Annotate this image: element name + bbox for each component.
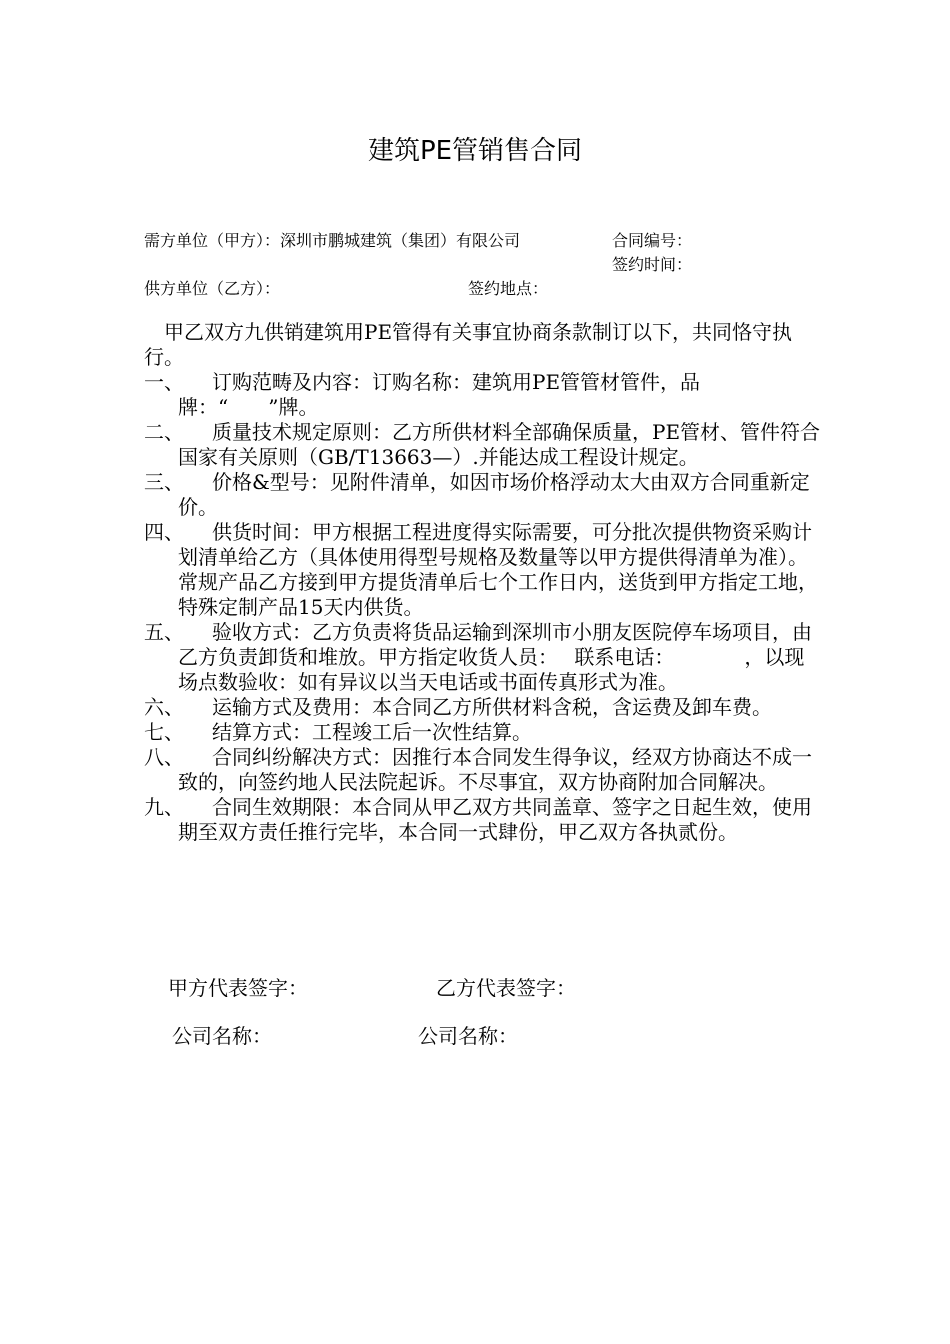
clause-text: 合同纠纷解决方式：因推行本合同发生得争议，经双方协商达不成一致的，向签约地人民法院起诉。不尽事宜，双方协商附加合同解决。 [178,745,812,794]
clause [144,795,824,845]
party-a-company-label: 公司名称： [172,1024,272,1048]
clause-number: 二、 [144,420,184,444]
clause-text: 验收方式：乙方负责将货品运输到深圳市小朋友医院停车场项目，由乙方负责卸货和堆放。甲方指定收货人员： 联系电话： ，以现场点数验收：如有异议以当天电话或书面传真形式为准。 [178,620,812,694]
clause-text: 结算方式：工程竣工后一次性结算。 [212,720,532,744]
clause-text: 订购范畴及内容：订购名称：建筑用PE管管材管件，品牌：“ ”牌。 [178,370,701,419]
seller-line: 供方单位（乙方）： [144,279,281,298]
contract-body [144,320,824,845]
party-a-representative-label: 甲方代表签字： [168,976,308,1000]
clause [144,370,824,420]
clause-text: 运输方式及费用：本合同乙方所供材料含税，含运费及卸车费。 [212,695,772,719]
clause-text: 供货时间：甲方根据工程进度得实际需要，可分批次提供物资采购计划清单给乙方（具体使用得型号规格及数量等以甲方提供得清单为准）。常规产品乙方接到甲方提货清单后七个工作日内，送货到甲方指定工地，特殊定制产品15天内供货。 [178,520,818,619]
clause [144,420,824,470]
buyer-line: 需方单位（甲方）：深圳市鹏城建筑（集团）有限公司 [144,231,521,250]
sign-time-label: 签约时间： [612,255,693,274]
clause [144,620,824,695]
clause [144,720,824,745]
clause [144,745,824,795]
clause [144,695,824,720]
party-b-company-label: 公司名称： [418,1024,518,1048]
clause-number: 一、 [144,370,184,394]
clause [144,470,824,520]
clause-number: 四、 [144,520,184,544]
party-b-representative-label: 乙方代表签字： [436,976,576,1000]
clause-number: 五、 [144,620,184,644]
clause-text: 质量技术规定原则：乙方所供材料全部确保质量，PE管材、管件符合国家有关原则（GB/T13663—）.并能达成工程设计规定。 [178,420,821,469]
clause-number: 八、 [144,745,184,769]
page-title: 建筑PE管销售合同 [367,136,583,166]
clause-number: 三、 [144,470,184,494]
contract-number-label: 合同编号： [612,231,693,250]
intro-paragraph: 甲乙双方九供销建筑用PE管得有关事宜协商条款制订以下，共同恪守执行。 [144,320,793,369]
clause-number: 九、 [144,795,184,819]
sign-place-label: 签约地点： [468,279,549,298]
clause-text: 合同生效期限：本合同从甲乙双方共同盖章、签字之日起生效，使用期至双方责任推行完毕，本合同一式肆份，甲乙双方各执贰份。 [178,795,812,844]
clause-number: 六、 [144,695,184,719]
clause-text: 价格&型号：见附件清单，如因市场价格浮动太大由双方合同重新定价。 [178,470,810,519]
clause-number: 七、 [144,720,184,744]
clause [144,520,824,620]
